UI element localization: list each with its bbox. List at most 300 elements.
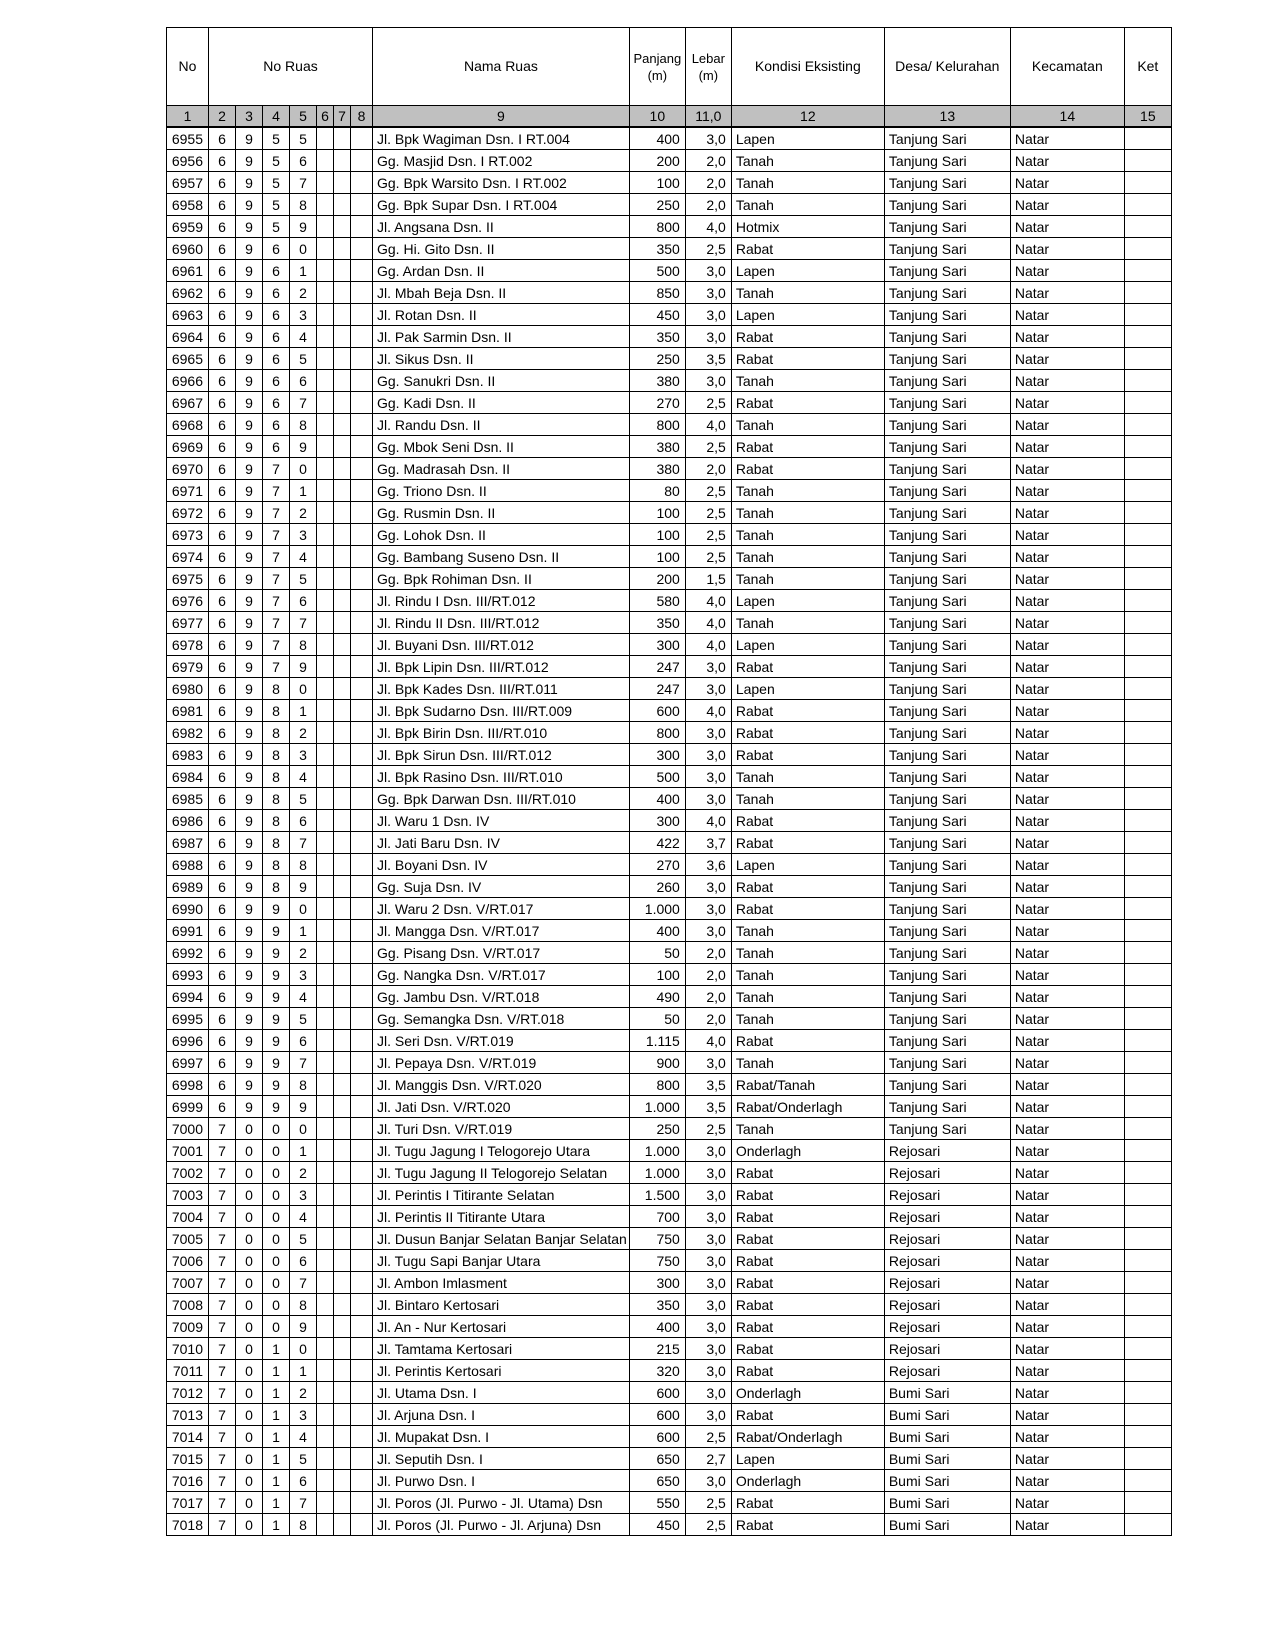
cell-ruas-digit: 1 [263,1404,290,1426]
cell-desa: Rejosari [884,1162,1010,1184]
table-row [167,766,1172,788]
cell-ruas-digit: 6 [209,238,236,260]
cell-ruas-digit: 8 [290,194,317,216]
cell-panjang: 600 [629,1404,685,1426]
cell-lebar: 2,0 [685,986,731,1008]
cell-nama-ruas: Gg. Triono Dsn. II [373,480,630,502]
cell-kondisi: Tanah [731,568,884,590]
cell-ruas-digit-empty [334,1294,351,1316]
cell-nama-ruas: Jl. Sikus Dsn. II [373,348,630,370]
cell-kecamatan: Natar [1010,238,1124,260]
cell-ruas-digit-empty [351,876,373,898]
col-number: 2 [209,106,236,128]
cell-ket [1124,722,1171,744]
cell-ruas-digit: 7 [209,1184,236,1206]
cell-ket [1124,1228,1171,1250]
cell-ruas-digit-empty [334,744,351,766]
cell-ruas-digit: 7 [209,1426,236,1448]
cell-ruas-digit: 7 [263,524,290,546]
table-row [167,700,1172,722]
cell-ket [1124,414,1171,436]
cell-panjang: 580 [629,590,685,612]
cell-ruas-digit-empty [317,1272,334,1294]
cell-panjang: 400 [629,788,685,810]
cell-ket [1124,1470,1171,1492]
cell-ruas-digit: 7 [209,1404,236,1426]
cell-lebar: 2,5 [685,524,731,546]
table-row [167,1162,1172,1184]
cell-ruas-digit-empty [351,568,373,590]
cell-lebar: 2,5 [685,1426,731,1448]
cell-ruas-digit: 8 [263,744,290,766]
cell-no: 6980 [167,678,209,700]
cell-lebar: 3,0 [685,1294,731,1316]
cell-panjang: 450 [629,304,685,326]
cell-ruas-digit-empty [334,1250,351,1272]
cell-lebar: 3,0 [685,1470,731,1492]
cell-lebar: 2,0 [685,150,731,172]
cell-ruas-digit-empty [351,1448,373,1470]
cell-ruas-digit-empty [317,1008,334,1030]
cell-kecamatan: Natar [1010,788,1124,810]
cell-ruas-digit: 7 [209,1492,236,1514]
cell-no: 6985 [167,788,209,810]
table-row [167,1338,1172,1360]
cell-ruas-digit-empty [334,480,351,502]
cell-ruas-digit-empty [334,282,351,304]
cell-ruas-digit-empty [351,1382,373,1404]
cell-lebar: 2,0 [685,194,731,216]
cell-ket [1124,524,1171,546]
cell-kondisi: Lapen [731,127,884,150]
cell-kondisi: Rabat [731,1184,884,1206]
table-row [167,590,1172,612]
table-row [167,546,1172,568]
cell-ruas-digit-empty [334,1426,351,1448]
cell-ruas-digit: 0 [290,898,317,920]
cell-ruas-digit-empty [334,127,351,150]
cell-desa: Tanjung Sari [884,744,1010,766]
cell-ruas-digit: 6 [209,172,236,194]
cell-ruas-digit: 9 [236,238,263,260]
cell-ruas-digit: 0 [236,1184,263,1206]
cell-ruas-digit-empty [351,1492,373,1514]
cell-ket [1124,436,1171,458]
cell-lebar: 3,7 [685,832,731,854]
cell-panjang: 750 [629,1228,685,1250]
table-row [167,282,1172,304]
col-ket-header: Ket [1124,28,1171,106]
cell-panjang: 500 [629,766,685,788]
cell-ruas-digit: 6 [263,348,290,370]
cell-lebar: 3,0 [685,920,731,942]
cell-ruas-digit-empty [351,832,373,854]
table-row [167,238,1172,260]
cell-ruas-digit: 0 [263,1118,290,1140]
cell-ruas-digit: 0 [236,1294,263,1316]
cell-kecamatan: Natar [1010,1272,1124,1294]
cell-ruas-digit: 0 [263,1206,290,1228]
cell-ruas-digit: 9 [263,1074,290,1096]
cell-ruas-digit-empty [317,898,334,920]
cell-ket [1124,986,1171,1008]
cell-desa: Tanjung Sari [884,172,1010,194]
cell-ket [1124,238,1171,260]
cell-ruas-digit: 2 [290,722,317,744]
cell-kecamatan: Natar [1010,920,1124,942]
cell-ket [1124,127,1171,150]
cell-desa: Rejosari [884,1360,1010,1382]
cell-ruas-digit: 1 [263,1470,290,1492]
cell-desa: Tanjung Sari [884,612,1010,634]
cell-ruas-digit: 8 [263,832,290,854]
cell-ruas-digit: 6 [209,766,236,788]
cell-desa: Tanjung Sari [884,920,1010,942]
cell-ruas-digit-empty [334,1382,351,1404]
cell-panjang: 100 [629,964,685,986]
col-lebar-header: Lebar (m) [685,28,731,106]
cell-ruas-digit-empty [317,1426,334,1448]
cell-ruas-digit-empty [334,194,351,216]
cell-no: 7003 [167,1184,209,1206]
table-row [167,1426,1172,1448]
cell-ket [1124,678,1171,700]
cell-kondisi: Rabat [731,326,884,348]
cell-ket [1124,326,1171,348]
cell-kondisi: Tanah [731,502,884,524]
cell-lebar: 2,5 [685,1514,731,1536]
cell-nama-ruas: Jl. Turi Dsn. V/RT.019 [373,1118,630,1140]
cell-ruas-digit: 7 [263,546,290,568]
cell-no: 7014 [167,1426,209,1448]
cell-kecamatan: Natar [1010,722,1124,744]
cell-ket [1124,1338,1171,1360]
cell-kecamatan: Natar [1010,1140,1124,1162]
cell-no: 6984 [167,766,209,788]
cell-ruas-digit: 6 [209,656,236,678]
cell-ruas-digit: 6 [209,568,236,590]
cell-ruas-digit: 6 [209,480,236,502]
cell-ruas-digit-empty [317,150,334,172]
cell-no: 6995 [167,1008,209,1030]
cell-kecamatan: Natar [1010,524,1124,546]
cell-no: 6981 [167,700,209,722]
cell-ruas-digit: 9 [290,216,317,238]
cell-no: 7011 [167,1360,209,1382]
cell-ruas-digit: 7 [263,590,290,612]
cell-panjang: 260 [629,876,685,898]
cell-ruas-digit-empty [351,436,373,458]
cell-ruas-digit: 5 [290,127,317,150]
cell-kecamatan: Natar [1010,1316,1124,1338]
cell-kondisi: Tanah [731,1118,884,1140]
cell-ruas-digit-empty [351,1008,373,1030]
cell-ruas-digit-empty [351,1404,373,1426]
cell-nama-ruas: Gg. Suja Dsn. IV [373,876,630,898]
cell-ruas-digit-empty [334,1360,351,1382]
cell-panjang: 300 [629,1272,685,1294]
cell-kondisi: Tanah [731,766,884,788]
cell-ket [1124,832,1171,854]
cell-ruas-digit: 4 [290,1206,317,1228]
col-number: 7 [334,106,351,128]
cell-ket [1124,502,1171,524]
cell-ruas-digit-empty [317,810,334,832]
cell-no: 6957 [167,172,209,194]
cell-kondisi: Rabat [731,238,884,260]
cell-no: 6962 [167,282,209,304]
cell-ruas-digit: 2 [290,1162,317,1184]
cell-ruas-digit-empty [351,150,373,172]
cell-nama-ruas: Jl. Perintis Kertosari [373,1360,630,1382]
cell-ruas-digit: 7 [290,612,317,634]
cell-no: 6990 [167,898,209,920]
cell-no: 6978 [167,634,209,656]
cell-panjang: 1.000 [629,1096,685,1118]
cell-ruas-digit: 9 [236,392,263,414]
cell-nama-ruas: Jl. Seri Dsn. V/RT.019 [373,1030,630,1052]
cell-desa: Tanjung Sari [884,832,1010,854]
cell-nama-ruas: Gg. Hi. Gito Dsn. II [373,238,630,260]
cell-no: 6994 [167,986,209,1008]
cell-ruas-digit: 7 [209,1250,236,1272]
cell-kondisi: Rabat [731,1514,884,1536]
cell-nama-ruas: Gg. Semangka Dsn. V/RT.018 [373,1008,630,1030]
cell-ruas-digit: 9 [236,1052,263,1074]
cell-ruas-digit: 0 [236,1250,263,1272]
cell-ruas-digit: 9 [263,1052,290,1074]
cell-ruas-digit: 6 [209,854,236,876]
cell-ruas-digit: 9 [290,436,317,458]
cell-lebar: 3,0 [685,1316,731,1338]
cell-kondisi: Tanah [731,964,884,986]
cell-ruas-digit: 9 [290,656,317,678]
cell-ruas-digit: 9 [236,194,263,216]
cell-kondisi: Rabat/Onderlagh [731,1096,884,1118]
cell-desa: Tanjung Sari [884,986,1010,1008]
cell-kecamatan: Natar [1010,216,1124,238]
cell-nama-ruas: Gg. Bpk Rohiman Dsn. II [373,568,630,590]
cell-ruas-digit-empty [351,1250,373,1272]
cell-lebar: 3,0 [685,1228,731,1250]
cell-ruas-digit: 7 [209,1162,236,1184]
cell-ruas-digit: 8 [263,678,290,700]
cell-no: 7010 [167,1338,209,1360]
cell-ruas-digit-empty [334,876,351,898]
cell-ruas-digit: 9 [236,172,263,194]
cell-lebar: 3,0 [685,1382,731,1404]
cell-lebar: 4,0 [685,700,731,722]
cell-ruas-digit-empty [351,964,373,986]
cell-ruas-digit-empty [351,238,373,260]
cell-ruas-digit-empty [317,502,334,524]
cell-nama-ruas: Gg. Madrasah Dsn. II [373,458,630,480]
table-row [167,1272,1172,1294]
cell-desa: Tanjung Sari [884,1052,1010,1074]
cell-ruas-digit-empty [351,656,373,678]
cell-ruas-digit: 5 [290,1448,317,1470]
cell-ruas-digit: 6 [209,634,236,656]
cell-no: 6965 [167,348,209,370]
cell-lebar: 3,0 [685,1052,731,1074]
cell-panjang: 100 [629,502,685,524]
cell-ruas-digit: 2 [290,282,317,304]
cell-desa: Tanjung Sari [884,656,1010,678]
cell-ruas-digit-empty [317,348,334,370]
cell-kecamatan: Natar [1010,1294,1124,1316]
cell-panjang: 800 [629,1074,685,1096]
cell-nama-ruas: Gg. Sanukri Dsn. II [373,370,630,392]
cell-kondisi: Rabat [731,458,884,480]
cell-kondisi: Rabat [731,1338,884,1360]
cell-nama-ruas: Jl. Purwo Dsn. I [373,1470,630,1492]
cell-ruas-digit: 9 [236,546,263,568]
cell-kecamatan: Natar [1010,392,1124,414]
cell-ket [1124,1382,1171,1404]
cell-ruas-digit: 6 [209,788,236,810]
cell-ruas-digit: 9 [236,458,263,480]
cell-ruas-digit: 6 [263,260,290,282]
cell-kondisi: Rabat [731,1228,884,1250]
cell-desa: Rejosari [884,1294,1010,1316]
cell-ruas-digit: 9 [236,722,263,744]
cell-nama-ruas: Jl. Waru 1 Dsn. IV [373,810,630,832]
cell-ruas-digit-empty [351,854,373,876]
cell-panjang: 380 [629,458,685,480]
cell-ruas-digit-empty [351,458,373,480]
cell-ruas-digit-empty [317,722,334,744]
cell-lebar: 2,5 [685,480,731,502]
cell-kecamatan: Natar [1010,480,1124,502]
cell-panjang: 800 [629,216,685,238]
cell-ket [1124,1360,1171,1382]
cell-ruas-digit: 6 [209,986,236,1008]
cell-ruas-digit-empty [317,832,334,854]
cell-no: 6969 [167,436,209,458]
cell-kondisi: Tanah [731,788,884,810]
cell-nama-ruas: Jl. Rindu II Dsn. III/RT.012 [373,612,630,634]
cell-ruas-digit: 0 [290,238,317,260]
cell-kondisi: Hotmix [731,216,884,238]
cell-ruas-digit: 5 [263,127,290,150]
cell-panjang: 300 [629,744,685,766]
cell-panjang: 900 [629,1052,685,1074]
cell-nama-ruas: Jl. Waru 2 Dsn. V/RT.017 [373,898,630,920]
cell-ruas-digit: 6 [209,700,236,722]
table-row [167,810,1172,832]
cell-ruas-digit: 9 [236,876,263,898]
cell-nama-ruas: Gg. Masjid Dsn. I RT.002 [373,150,630,172]
cell-ruas-digit: 6 [263,326,290,348]
cell-ruas-digit: 9 [290,876,317,898]
table-row [167,1316,1172,1338]
cell-kecamatan: Natar [1010,1206,1124,1228]
cell-kecamatan: Natar [1010,1470,1124,1492]
cell-kondisi: Rabat [731,810,884,832]
cell-panjang: 650 [629,1470,685,1492]
cell-ruas-digit: 8 [263,854,290,876]
cell-kondisi: Lapen [731,260,884,282]
cell-nama-ruas: Jl. Jati Dsn. V/RT.020 [373,1096,630,1118]
cell-ruas-digit-empty [351,788,373,810]
cell-ruas-digit-empty [351,414,373,436]
cell-lebar: 3,0 [685,1404,731,1426]
cell-ruas-digit-empty [317,1052,334,1074]
cell-desa: Tanjung Sari [884,1030,1010,1052]
cell-ruas-digit-empty [317,546,334,568]
cell-desa: Tanjung Sari [884,524,1010,546]
cell-kondisi: Lapen [731,854,884,876]
header-row [167,28,1172,106]
cell-ruas-digit-empty [317,524,334,546]
cell-ruas-digit-empty [334,260,351,282]
cell-kecamatan: Natar [1010,1448,1124,1470]
cell-lebar: 3,6 [685,854,731,876]
cell-ruas-digit: 0 [236,1514,263,1536]
cell-ruas-digit: 9 [236,1096,263,1118]
cell-panjang: 550 [629,1492,685,1514]
col-number: 3 [236,106,263,128]
cell-kondisi: Rabat/Tanah [731,1074,884,1096]
cell-lebar: 2,0 [685,1008,731,1030]
cell-desa: Tanjung Sari [884,722,1010,744]
cell-kondisi: Lapen [731,678,884,700]
cell-ruas-digit: 6 [209,1096,236,1118]
col-number: 1 [167,106,209,128]
cell-ruas-digit-empty [351,700,373,722]
cell-ruas-digit-empty [334,678,351,700]
cell-lebar: 2,5 [685,238,731,260]
cell-ruas-digit: 9 [236,480,263,502]
cell-lebar: 1,5 [685,568,731,590]
cell-nama-ruas: Jl. Tugu Jagung II Telogorejo Selatan [373,1162,630,1184]
cell-ket [1124,1316,1171,1338]
cell-ruas-digit: 9 [236,326,263,348]
cell-kondisi: Rabat [731,1206,884,1228]
cell-panjang: 250 [629,194,685,216]
cell-ket [1124,612,1171,634]
cell-panjang: 400 [629,1316,685,1338]
cell-desa: Tanjung Sari [884,898,1010,920]
cell-ruas-digit: 7 [209,1294,236,1316]
cell-ruas-digit: 9 [236,920,263,942]
cell-nama-ruas: Gg. Rusmin Dsn. II [373,502,630,524]
cell-no: 6960 [167,238,209,260]
cell-kecamatan: Natar [1010,1382,1124,1404]
cell-no: 6979 [167,656,209,678]
cell-ket [1124,348,1171,370]
cell-ruas-digit: 9 [236,898,263,920]
cell-nama-ruas: Jl. Mupakat Dsn. I [373,1426,630,1448]
cell-panjang: 100 [629,546,685,568]
cell-desa: Tanjung Sari [884,700,1010,722]
cell-lebar: 4,0 [685,414,731,436]
cell-ruas-digit-empty [334,1030,351,1052]
cell-ruas-digit-empty [351,1360,373,1382]
cell-desa: Tanjung Sari [884,876,1010,898]
table-row [167,1096,1172,1118]
cell-panjang: 800 [629,414,685,436]
cell-no: 6996 [167,1030,209,1052]
cell-desa: Tanjung Sari [884,480,1010,502]
cell-nama-ruas: Gg. Ardan Dsn. II [373,260,630,282]
cell-lebar: 3,0 [685,1162,731,1184]
cell-ket [1124,876,1171,898]
cell-ruas-digit: 1 [263,1514,290,1536]
cell-ruas-digit-empty [317,1492,334,1514]
cell-ruas-digit-empty [317,986,334,1008]
table-row [167,1448,1172,1470]
